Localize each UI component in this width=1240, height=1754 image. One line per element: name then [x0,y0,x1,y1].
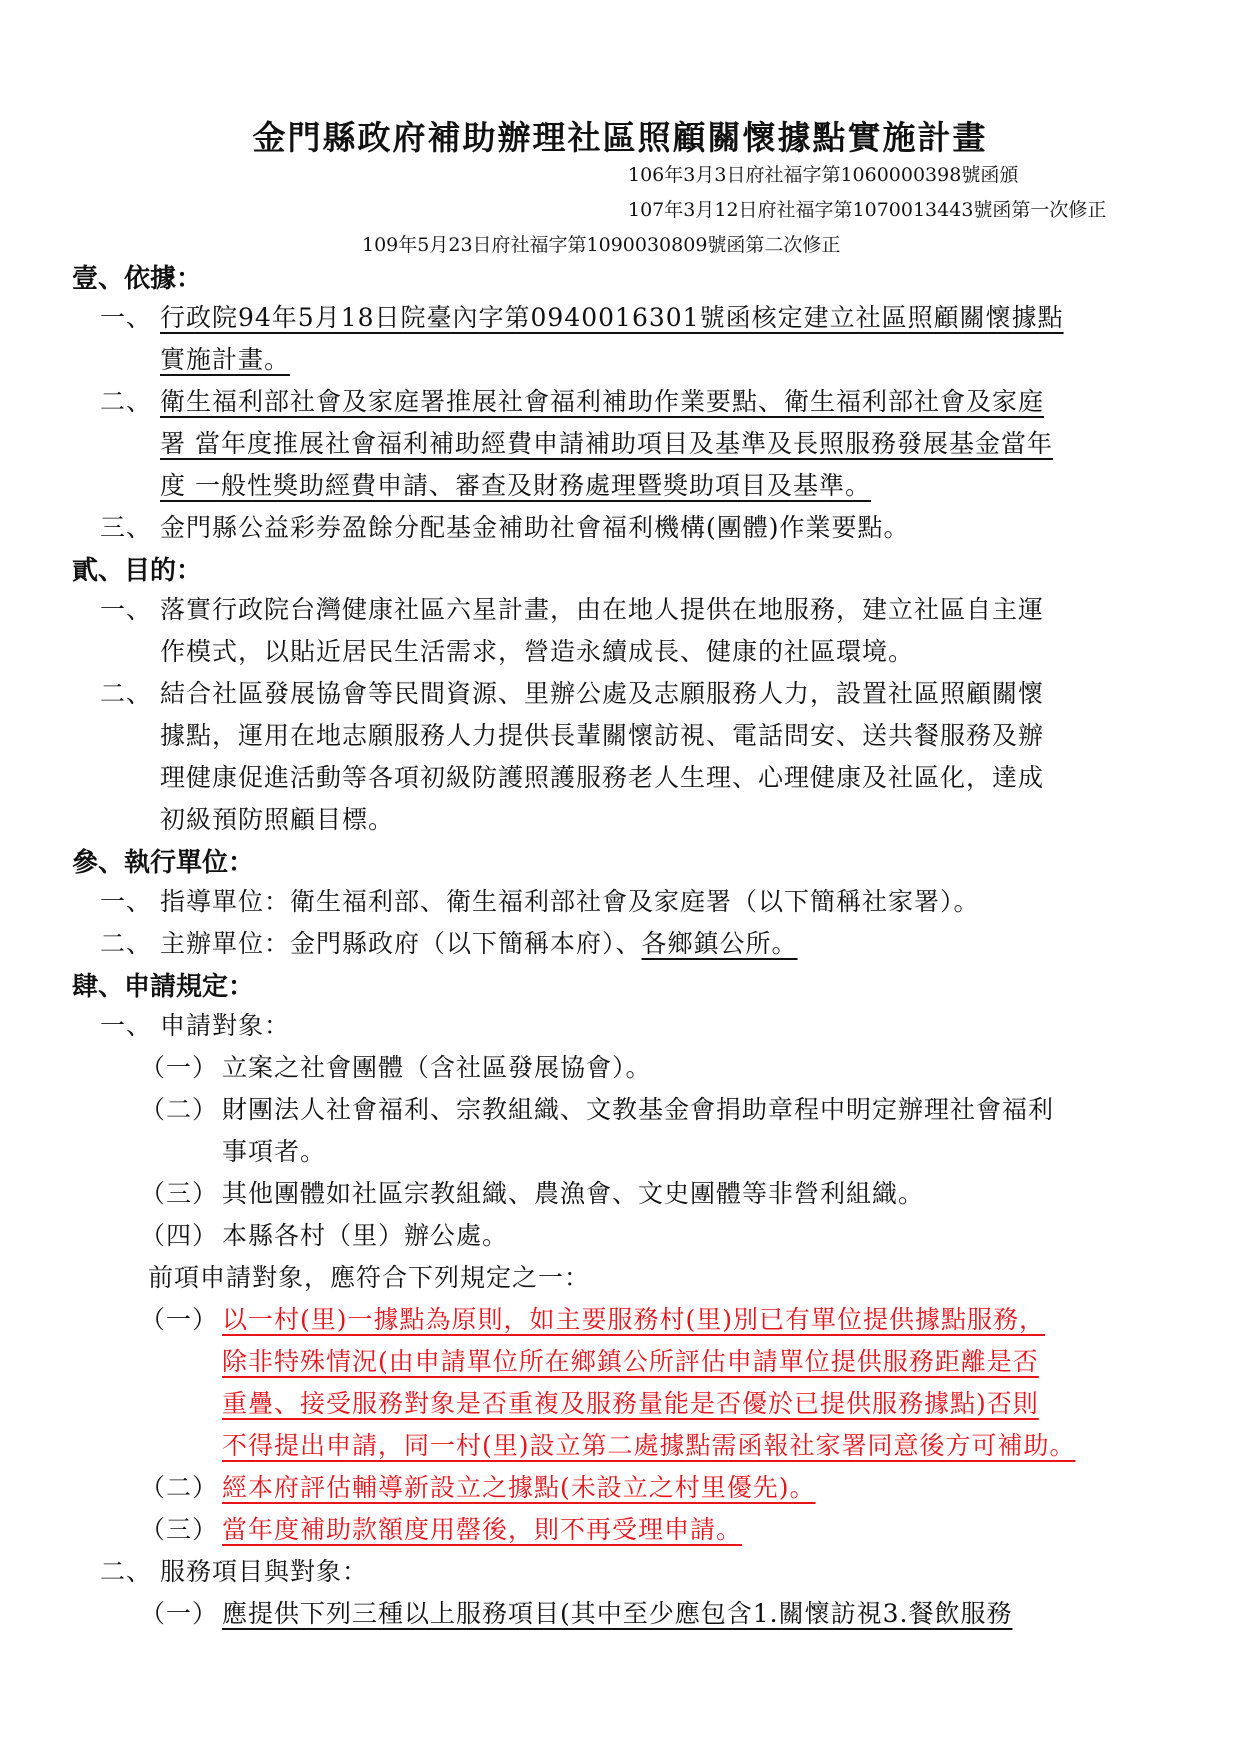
rule-line-revised: 以一村(里)一據點為原則，如主要服務村(里)別已有單位提供據點服務， [222,1305,1046,1334]
purpose-line: 落實行政院台灣健康社區六星計畫，由在地人提供在地服務，建立社區自主運 [160,595,1045,624]
rule-line-revised: 不得提出申請，同一村(里)設立第二處據點需函報社家署同意後方可補助。 [222,1431,1076,1460]
rule-line: 服務項目與對象： [160,1557,369,1586]
list-marker: （三） [140,1515,219,1544]
list-marker: 一、 [100,1011,153,1040]
basis-line: 金門縣公益彩券盈餘分配基金補助社會福利機構(團體)作業要點。 [160,513,910,542]
list-marker: 一、 [100,887,153,916]
section-heading-application-rules: 肆、申請規定： [72,972,255,1002]
list-marker: （一） [140,1053,219,1082]
purpose-line: 作模式，以貼近居民生活需求，營造永續成長、健康的社區環境。 [160,637,915,666]
purpose-line: 初級預防照顧目標。 [160,805,395,834]
basis-line: 衛生福利部社會及家庭署推展社會福利補助作業要點、衛生福利部社會及家庭 [160,387,1045,416]
rule-line: 前項申請對象，應符合下列規定之一： [148,1263,591,1292]
rule-line: 立案之社會團體（含社區發展協會）。 [222,1053,652,1082]
issue-note-2: 107年3月12日府社福字第1070013443號函第一次修正 [628,199,1107,221]
document-title: 金門縣政府補助辦理社區照顧關懷據點實施計畫 [252,118,988,157]
list-marker: 二、 [100,1557,153,1586]
section-heading-executing-units: 參、執行單位： [72,848,255,878]
unit-line: 指導單位：衛生福利部、衛生福利部社會及家庭署（以下簡稱社家署）。 [160,887,980,916]
rule-line: 本縣各村（里）辦公處。 [222,1221,509,1250]
list-marker: 二、 [100,387,153,416]
rule-line: 應提供下列三種以上服務項目(其中至少應包含1.關懷訪視3.餐飲服務 [222,1599,1013,1628]
rule-line-revised: 除非特殊情況(由申請單位所在鄉鎮公所評估申請單位提供服務距離是否 [222,1347,1039,1376]
unit-line [160,924,798,960]
issue-note-3: 109年5月23日府社福字第1090030809號函第二次修正 [362,234,841,256]
list-marker: 一、 [100,595,153,624]
basis-line: 度 一般性獎助經費申請、審查及財務處理暨獎助項目及基準。 [160,471,871,500]
list-marker: （二） [140,1095,219,1124]
unit-line-text: 主辦單位：金門縣政府（以下簡稱本府）、 [160,929,642,958]
list-marker: 三、 [100,513,153,542]
list-marker: 二、 [100,929,153,958]
list-marker: （一） [140,1305,219,1334]
rule-line: 申請對象： [160,1011,291,1040]
section-heading-basis: 壹、依據： [72,264,203,294]
section-heading-purpose: 貳、目的： [72,556,203,586]
purpose-line: 理健康促進活動等各項初級防護照護服務老人生理、心理健康及社區化，達成 [160,763,1045,792]
rule-line: 財團法人社會福利、宗教組織、文教基金會捐助章程中明定辦理社會福利 [222,1095,1055,1124]
list-marker: （三） [140,1179,219,1208]
rule-line: 其他團體如社區宗教組織、農漁會、文史團體等非營利組織。 [222,1179,925,1208]
purpose-line: 據點，運用在地志願服務人力提供長輩關懷訪視、電話問安、送共餐服務及辦 [160,721,1045,750]
rule-line-revised: 當年度補助款額度用罄後，則不再受理申請。 [222,1515,743,1544]
issue-note-1: 106年3月3日府社福字第1060000398號函頒 [628,164,1019,186]
basis-line: 行政院94年5月18日院臺內字第0940016301號函核定建立社區照顧關懷據點 [160,303,1064,332]
list-marker: （四） [140,1221,219,1250]
list-marker: （一） [140,1599,219,1628]
list-marker: （二） [140,1473,219,1502]
rule-line-revised: 重疊、接受服務對象是否重複及服務量能是否優於已提供服務據點)否則 [222,1389,1039,1418]
list-marker: 一、 [100,303,153,332]
basis-line: 署 當年度推展社會福利補助經費申請補助項目及基準及長照服務發展基金當年 [160,429,1053,458]
unit-line-underlined: 各鄉鎮公所。 [641,929,798,958]
rule-line-revised: 經本府評估輔導新設立之據點(未設立之村里優先)。 [222,1473,816,1502]
list-marker: 二、 [100,679,153,708]
rule-line: 事項者。 [222,1137,327,1166]
basis-line: 實施計畫。 [160,345,291,374]
purpose-line: 結合社區發展協會等民間資源、里辦公處及志願服務人力，設置社區照顧關懷 [160,679,1045,708]
